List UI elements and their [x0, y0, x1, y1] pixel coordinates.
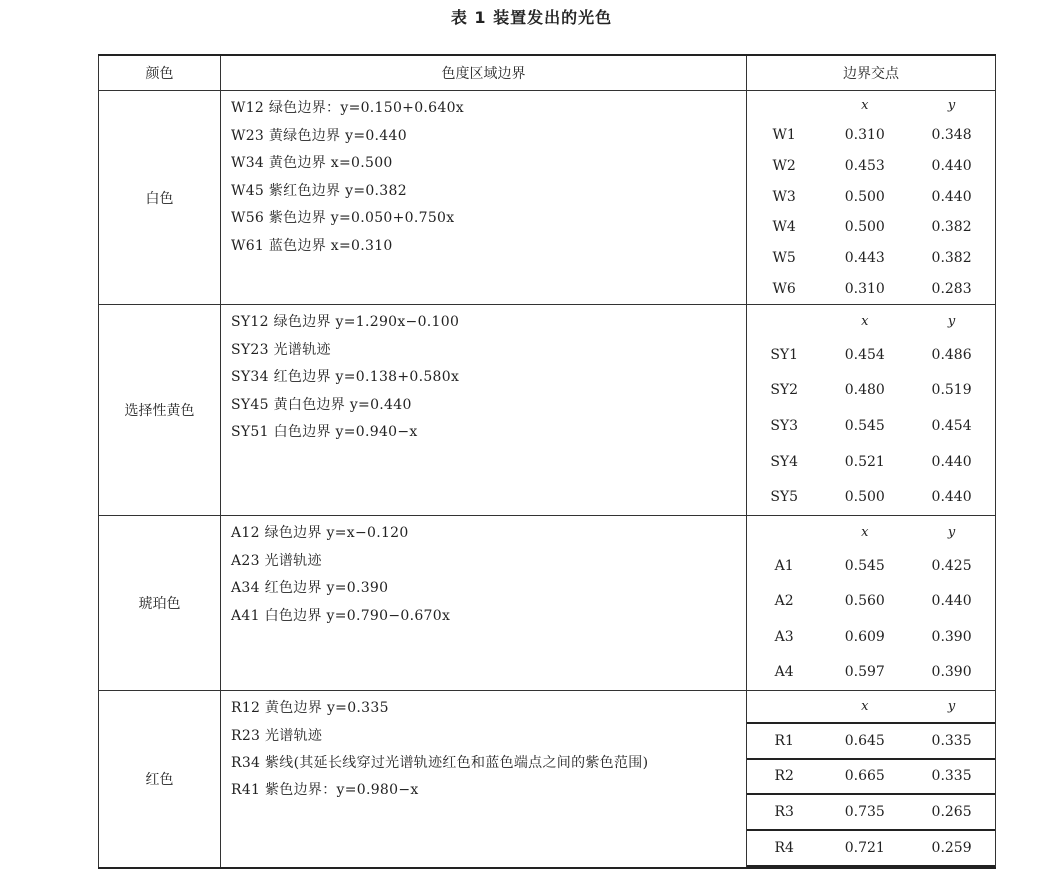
point-y: 0.283 — [931, 280, 972, 297]
point-row — [747, 120, 995, 151]
boundary-line: R23 光谱轨迹 — [231, 727, 323, 744]
point-row — [747, 337, 995, 373]
point-x: 0.443 — [844, 249, 885, 266]
table-header-row — [99, 55, 996, 91]
boundary-line: SY12 绿色边界 y=1.290x−0.100 — [231, 314, 460, 330]
points-table — [747, 516, 995, 690]
intersection-points — [747, 691, 996, 868]
point-y: 0.335 — [908, 759, 995, 795]
points-header-row — [747, 305, 995, 337]
point-row — [747, 243, 995, 274]
header-boundary: 色度区域边界 — [221, 55, 747, 91]
point-y: 0.519 — [931, 382, 972, 399]
points-header-row — [747, 516, 995, 548]
y-header: y — [947, 313, 956, 329]
point-id: W5 — [772, 249, 796, 266]
boundary-list — [221, 91, 747, 305]
point-row — [747, 759, 995, 795]
points-header-row — [747, 91, 995, 120]
point-id-header — [747, 305, 821, 337]
boundary-list — [221, 305, 747, 516]
point-row — [747, 408, 995, 444]
point-x: 0.500 — [844, 219, 885, 236]
point-x: 0.310 — [844, 127, 885, 144]
point-x: 0.454 — [844, 346, 885, 363]
point-y: 0.440 — [931, 593, 972, 610]
point-row — [747, 150, 995, 181]
point-id: A2 — [774, 593, 794, 610]
boundary-line: SY51 白色边界 y=0.940−x — [231, 424, 418, 440]
point-y: 0.348 — [931, 127, 972, 144]
x-header: x — [821, 691, 908, 723]
point-x: 0.500 — [844, 489, 885, 506]
point-id: SY3 — [770, 417, 799, 434]
boundary-line: A41 白色边界 y=0.790−0.670x — [231, 607, 451, 624]
color-name: 琥珀色 — [99, 516, 221, 691]
points-table — [747, 91, 995, 304]
point-id: A3 — [774, 628, 794, 645]
table-row — [99, 691, 996, 868]
point-y: 0.390 — [931, 664, 972, 681]
point-y: 0.486 — [931, 346, 972, 363]
table-title: 表 1 装置发出的光色 — [450, 8, 613, 27]
point-id: W4 — [772, 219, 796, 236]
point-id-header — [747, 91, 821, 120]
point-id: W2 — [772, 157, 796, 174]
point-x: 0.609 — [844, 628, 885, 645]
point-row — [747, 181, 995, 212]
point-y: 0.382 — [931, 219, 972, 236]
point-row — [747, 619, 995, 655]
boundary-line: W61 蓝色边界 x=0.310 — [231, 237, 393, 254]
point-row — [747, 373, 995, 409]
intersection-points — [747, 305, 996, 516]
point-id-header — [747, 691, 821, 723]
point-row — [747, 584, 995, 620]
boundary-line: R12 黄色边界 y=0.335 — [231, 700, 389, 716]
point-id: R2 — [747, 759, 821, 795]
point-y: 0.440 — [931, 453, 972, 470]
point-id: R4 — [747, 830, 821, 866]
point-id: SY2 — [770, 382, 799, 399]
light-color-table — [98, 54, 996, 869]
x-header: x — [861, 97, 869, 113]
point-id: A4 — [774, 664, 794, 681]
boundary-line: SY23 光谱轨迹 — [231, 341, 331, 358]
color-name: 红色 — [99, 691, 221, 868]
point-id: SY4 — [770, 453, 799, 470]
point-id: R3 — [747, 794, 821, 830]
point-x: 0.310 — [844, 280, 885, 297]
point-id: SY5 — [770, 489, 799, 506]
point-y: 0.425 — [931, 557, 972, 574]
point-row — [747, 548, 995, 584]
intersection-points — [747, 91, 996, 305]
point-y: 0.265 — [908, 794, 995, 830]
point-y: 0.440 — [931, 489, 972, 506]
point-x: 0.545 — [844, 557, 885, 574]
point-id: W1 — [772, 127, 796, 144]
point-row — [747, 212, 995, 243]
point-id: R1 — [747, 723, 821, 759]
point-id: A1 — [774, 557, 794, 574]
point-id: SY1 — [770, 346, 799, 363]
point-x: 0.645 — [821, 723, 908, 759]
point-id: W6 — [772, 280, 796, 297]
boundary-line: W56 紫色边界 y=0.050+0.750x — [231, 210, 455, 226]
points-table — [747, 305, 995, 515]
table-row — [99, 516, 996, 691]
point-row — [747, 723, 995, 759]
point-x: 0.545 — [844, 417, 885, 434]
boundary-line: W45 紫红色边界 y=0.382 — [231, 182, 407, 199]
boundary-line: W23 黄绿色边界 y=0.440 — [231, 127, 407, 144]
boundary-line: W34 黄色边界 x=0.500 — [231, 155, 393, 171]
point-y: 0.390 — [931, 628, 972, 645]
point-id: W3 — [772, 188, 796, 205]
header-color: 颜色 — [99, 55, 221, 91]
boundary-list — [221, 691, 747, 868]
point-x: 0.500 — [844, 188, 885, 205]
point-y: 0.440 — [931, 157, 972, 174]
boundary-line: SY45 黄白色边界 y=0.440 — [231, 396, 412, 413]
point-x: 0.665 — [821, 759, 908, 795]
point-x: 0.721 — [821, 830, 908, 866]
point-x: 0.597 — [844, 664, 885, 681]
point-row — [747, 444, 995, 480]
table-row — [99, 305, 996, 516]
points-table — [747, 691, 995, 867]
y-header: y — [908, 691, 995, 723]
color-name: 白色 — [99, 91, 221, 305]
boundary-line: A23 光谱轨迹 — [231, 552, 322, 569]
point-row — [747, 794, 995, 830]
boundary-list — [221, 516, 747, 691]
header-points: 边界交点 — [747, 55, 996, 91]
point-y: 0.454 — [931, 417, 972, 434]
point-x: 0.453 — [844, 157, 885, 174]
table-row — [99, 91, 996, 305]
boundary-line: R41 紫色边界：y=0.980−x — [231, 782, 419, 798]
point-x: 0.735 — [821, 794, 908, 830]
point-y: 0.382 — [931, 249, 972, 266]
points-header-row — [747, 691, 995, 723]
boundary-line: R34 紫线(其延长线穿过光谱轨迹红色和蓝色端点之间的紫色范围) — [231, 755, 649, 771]
point-x: 0.480 — [844, 382, 885, 399]
intersection-points — [747, 516, 996, 691]
boundary-line: W12 绿色边界：y=0.150+0.640x — [231, 100, 464, 116]
point-y: 0.259 — [908, 830, 995, 866]
point-row — [747, 655, 995, 691]
point-row — [747, 273, 995, 304]
boundary-line: A34 红色边界 y=0.390 — [231, 580, 389, 596]
point-x: 0.521 — [844, 453, 885, 470]
point-y: 0.335 — [908, 723, 995, 759]
point-x: 0.560 — [844, 593, 885, 610]
y-header: y — [947, 524, 956, 540]
x-header: x — [861, 313, 869, 329]
boundary-line: SY34 红色边界 y=0.138+0.580x — [231, 369, 460, 385]
y-header: y — [947, 97, 956, 113]
x-header: x — [861, 524, 869, 540]
point-row — [747, 479, 995, 515]
color-name: 选择性黄色 — [99, 305, 221, 516]
boundary-line: A12 绿色边界 y=x−0.120 — [231, 525, 409, 541]
point-row — [747, 830, 995, 866]
point-id-header — [747, 516, 821, 548]
point-y: 0.440 — [931, 188, 972, 205]
